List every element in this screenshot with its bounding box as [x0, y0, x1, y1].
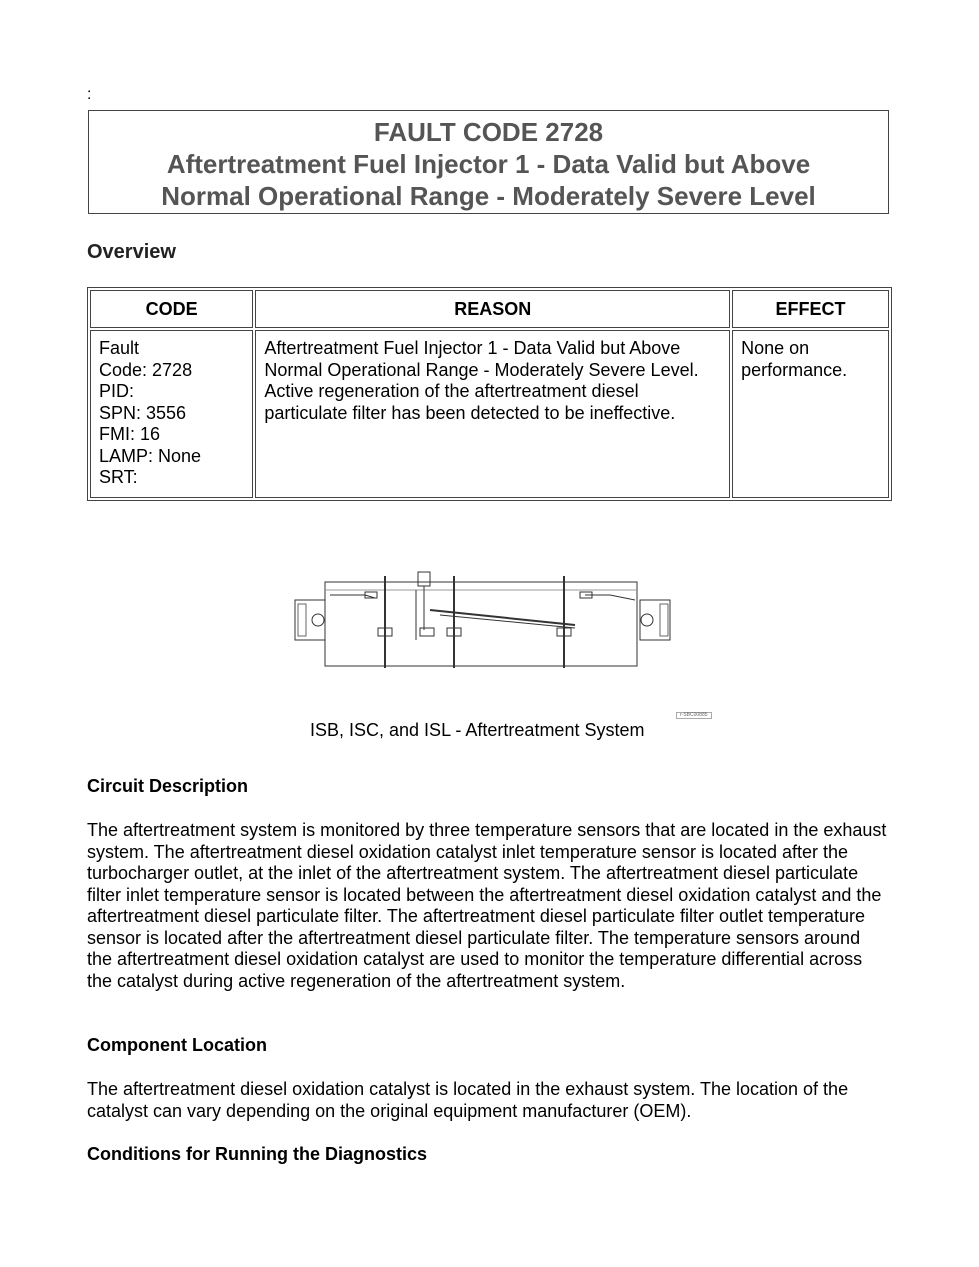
- inlet-module: [295, 600, 325, 640]
- header-code: CODE: [90, 290, 253, 328]
- header-reason: REASON: [255, 290, 730, 328]
- figure-id-label: r-SBC00885: [676, 712, 712, 719]
- reason-cell: Aftertreatment Fuel Injector 1 - Data Valid but Above Normal Operational Range - Moderately Severe Level. Active regeneration of the aftertreatment diesel particulate filter has been detected to be ineffective.: [255, 330, 730, 498]
- code-line-code: Code: 2728: [99, 359, 193, 380]
- title-box: [88, 110, 889, 214]
- fault-code-title: FAULT CODE 2728: [373, 117, 604, 147]
- component-location-text: The aftertreatment diesel oxidation catalyst is located in the exhaust system. The location of the catalyst can vary depending on the original equipment manufacturer (OEM).: [87, 1079, 849, 1121]
- code-cell: [90, 330, 253, 498]
- header-effect: EFFECT: [732, 290, 889, 328]
- effect-cell: None on performance.: [732, 330, 889, 498]
- component-location-heading: Component Location: [87, 1035, 267, 1055]
- code-line-fault: Fault: [99, 338, 140, 358]
- fuel-injector: [418, 572, 430, 586]
- header-mark: :: [87, 86, 92, 103]
- circuit-description-text: The aftertreatment system is monitored by three temperature sensors that are located in the exhaust system. The aftertreatment diesel oxidation catalyst inlet temperature sensor is located after the turbocharger outlet, at the inlet of the aftertreatment system. The aftertreatment diesel particulate filter inlet temperature sensor is located between the aftertreatment diesel oxidation catalyst and the aftertreatment diesel particulate filter. The aftertreatment diesel particulate filter outlet temperature sensor is located after the aftertreatment diesel particulate filter. The temperature sensors around the aftertreatment diesel oxidation catalyst are used to monitor the temperature differential across the catalyst during active regeneration of the aftertreatment system.: [87, 820, 887, 991]
- table-header-row: [90, 290, 889, 328]
- code-line-lamp: LAMP: None: [99, 445, 202, 466]
- table-row: [90, 330, 889, 498]
- outlet-module: [640, 600, 670, 640]
- circuit-description-heading: Circuit Description: [87, 776, 249, 796]
- fault-code-subtitle-line2: Normal Operational Range - Moderately Severe Level: [161, 181, 816, 211]
- code-line-srt: SRT:: [99, 467, 138, 487]
- aftertreatment-system-diagram: [290, 570, 685, 675]
- code-line-fmi: FMI: 16: [99, 424, 161, 444]
- figure-caption: ISB, ISC, and ISL - Aftertreatment System: [310, 720, 645, 740]
- code-line-spn: SPN: 3556: [99, 402, 187, 423]
- fault-code-table: [87, 287, 892, 501]
- conditions-heading: Conditions for Running the Diagnostics: [87, 1144, 427, 1164]
- code-line-pid: PID:: [99, 381, 135, 401]
- fault-code-subtitle-line1: Aftertreatment Fuel Injector 1 - Data Valid but Above: [166, 149, 811, 179]
- overview-heading: Overview: [87, 241, 176, 263]
